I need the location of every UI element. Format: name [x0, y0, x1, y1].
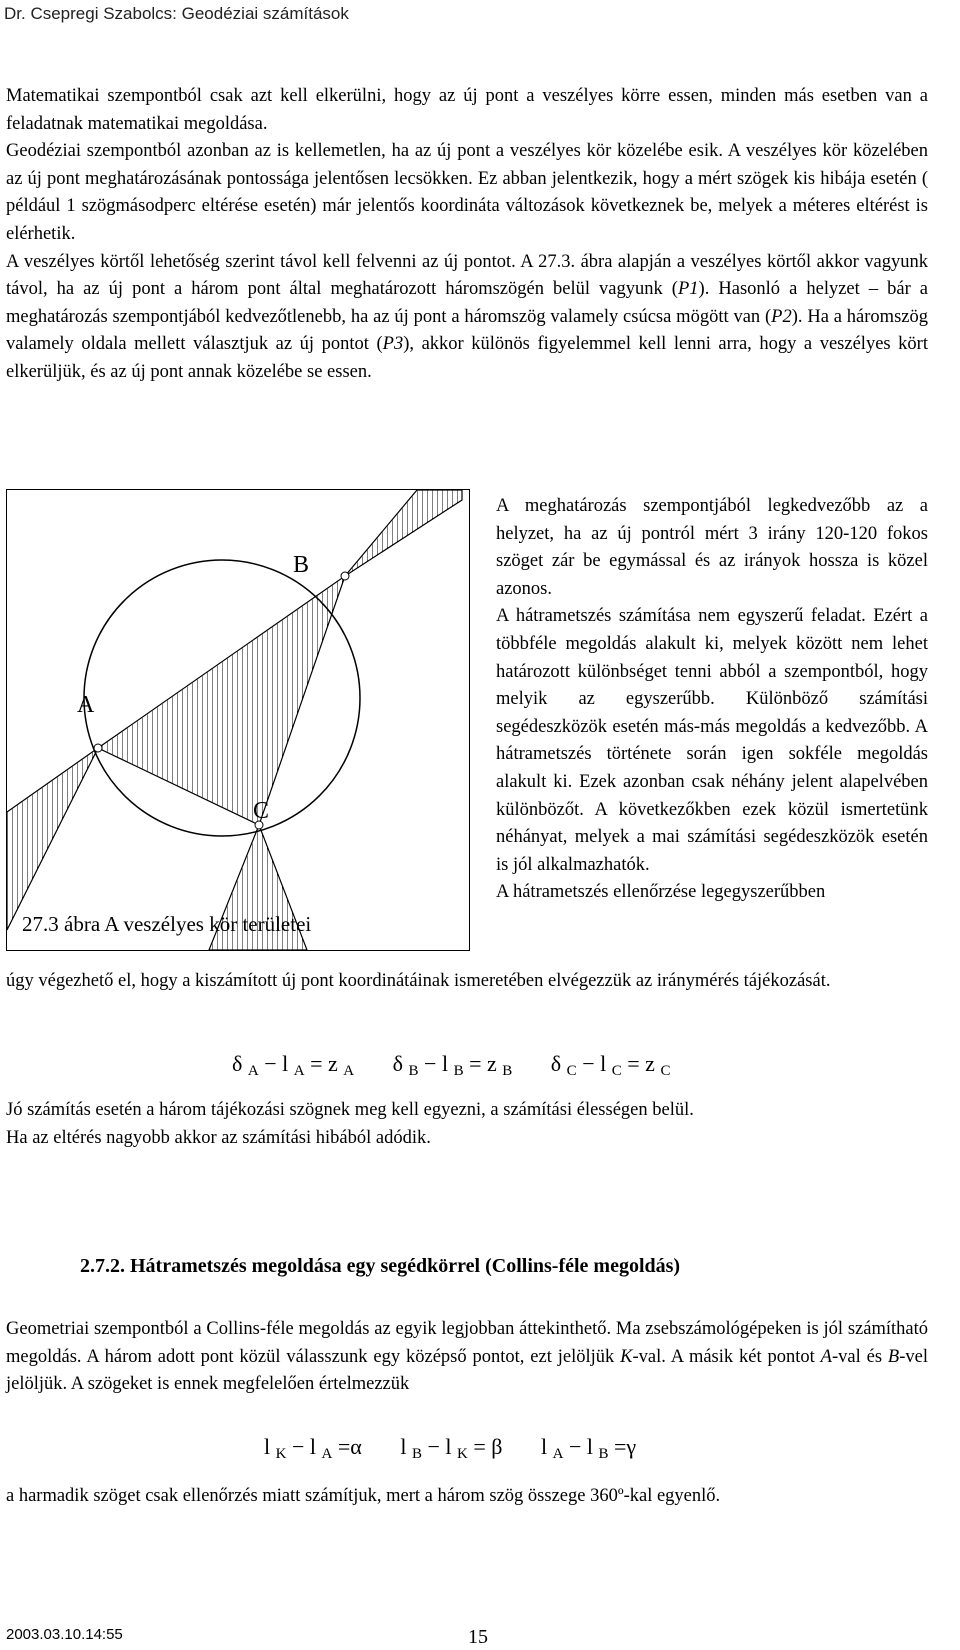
danger-circle-diagram: [7, 490, 469, 950]
paragraph: a harmadik szöget csak ellenőrzés miatt számítjuk, mert a három szög összege 360º-kal egyenlő.: [6, 1486, 721, 1506]
label-a: A: [77, 692, 95, 718]
point-label: P2: [771, 306, 792, 327]
side-column: [496, 493, 928, 907]
paragraph: A hátrametszés számítása nem egyszerű feladat. Ezért a többféle megoldás alakult ki, melyek között nem lehet határozott különbséget tenni abból a szempontból, hogy melyik az egyszerűbb. Különböző számítási segédeszközök esetén más-más megoldás a kedvezőbb. A hátrametszés története során igen sokféle megoldás alakult ki. Ezek azonban csak néhány jelent alapelvében különbözőt. A következőkben ezek közül ismertetünk néhányat, melyek a mai számítási segédeszközök esetén is jól alkalmazhatók.: [496, 606, 928, 875]
text-run: ). Hasonló a helyzet – bár a meghatározás szempontjából kedvezőtlenebb, ha az új pont a háromszög valamely csúcsa mögött van (: [6, 279, 929, 327]
paragraph: A meghatározás szempontjából legkedvezőbb az a helyzet, ha az új pontról mért 3 irány 120-120 fokos szöget zár be egymással és az irányok hossza is közel azonos.: [496, 496, 928, 599]
closing-paragraph: [6, 1483, 928, 1511]
text-run: ). Ha a háromszög valamely oldala mellett választjuk az új pontot (: [6, 306, 928, 355]
point-label: P1: [677, 279, 699, 300]
figure-caption: 27.3 ábra A veszélyes kör területei: [22, 912, 312, 936]
point-a-marker: [94, 744, 102, 752]
angle-formula: l $_K$ − l $_A$ =α l $_B$ − l $_K$ = β l $_A$ − l $_B$ =γ: [264, 1434, 637, 1462]
text-run: ), akkor különös figyelemmel kell lenni arra, hogy a veszélyes kört elkerüljük, és az új pont annak közelébe se essen.: [6, 334, 928, 382]
paragraph-continuation: [6, 968, 928, 996]
cone-b: [345, 490, 462, 576]
paragraph: [6, 249, 928, 387]
cone-a: [7, 748, 98, 930]
inner-triangle: [98, 576, 345, 825]
point-label: P3: [382, 334, 404, 355]
footer-date: 2003.03.10.14:55: [6, 1626, 123, 1643]
paragraph: Ha az eltérés nagyobb akkor az számítási hibából adódik.: [6, 1127, 431, 1148]
collins-paragraph: [6, 1316, 928, 1399]
paragraph: Geodéziai szempontból azonban az is kellemetlen, ha az új pont a veszélyes kör közelébe esik. A veszélyes kör közelében az új pont meghatározásának pontossága jelentősen lecsökken. Ez abban jelentkezik, hogy a mért szögek kis hibája esetén ( például 1 szögmásodperc eltérése esetén) már jelentős koordináta változások következnek be, melyek a méteres eltérést is elérhetik.: [6, 141, 928, 244]
check-paragraph: [6, 1097, 928, 1152]
text-run: A veszélyes körtől lehetőség szerint távol kell felvenni az új pontot. A 27.3. ábra alapján a veszélyes körtől akkor vagyunk távol, ha az új pont a három pont által meghatározott háromszögén belül vagyunk (: [6, 251, 928, 300]
paragraph: Matematikai szempontból csak azt kell elkerülni, hogy az új pont a veszélyes körre essen, minden más esetben van a feladatnak matematikai megoldása.: [6, 86, 928, 134]
paragraph: Jó számítás esetén a három tájékozási szögnek meg kell egyezni, a számítási élességen belül.: [6, 1100, 694, 1120]
label-c: C: [253, 798, 270, 824]
intro-paragraphs: [6, 83, 928, 387]
label-b: B: [293, 552, 310, 578]
figure-box: [6, 489, 470, 951]
page-number: 15: [468, 1626, 488, 1648]
running-header: Dr. Csepregi Szabolcs: Geodéziai számítások: [4, 4, 349, 23]
point-b-marker: [341, 572, 349, 580]
paragraph: Geometriai szempontból a Collins-féle megoldás az egyik legjobban áttekinthető. Ma zsebszámológépeken is jól számítható megoldás. A három adott pont közül válasszunk egy középső pontot, ezt jelöljük K-val. A másik két pontot A-val és B-vel jelöljük. A szögeket is ennek megfelelően értelmezzük: [6, 1319, 928, 1395]
orientation-formula: δ $_A$ − l $_A$ = z $_A$ δ $_B$ − l $_B$ = z $_B$ δ $_C$ − l $_C$ = z $_C$: [232, 1051, 671, 1079]
paragraph: A hátrametszés ellenőrzése legegyszerűbben: [496, 882, 826, 903]
paragraph: úgy végezhető el, hogy a kiszámított új pont koordinátáinak ismeretében elvégezzük az iránymérés tájékozását.: [6, 971, 831, 991]
section-title: 2.7.2. Hátrametszés megoldása egy segédkörrel (Collins-féle megoldás): [80, 1255, 681, 1277]
